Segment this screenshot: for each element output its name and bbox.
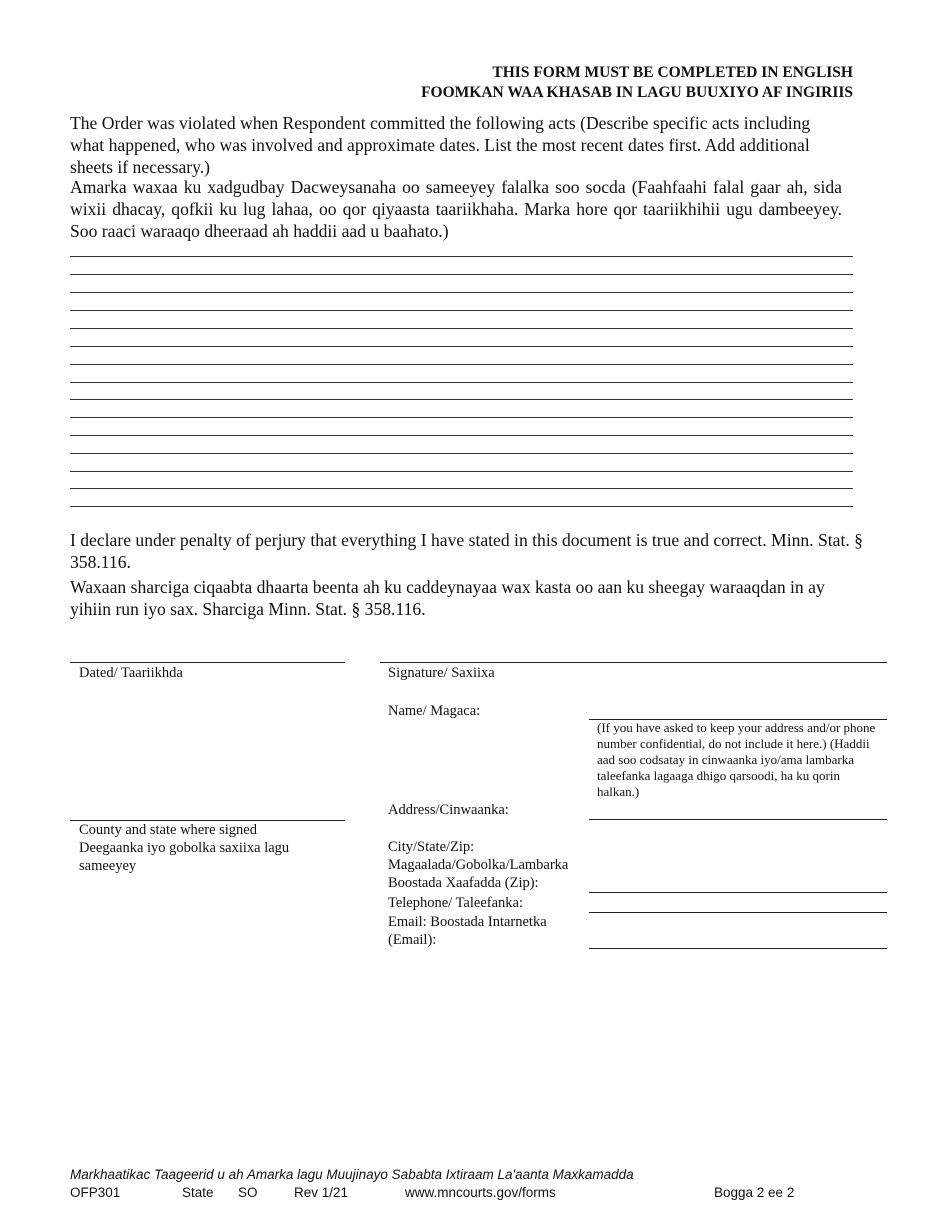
header-somali: FOOMKAN WAA KHASAB IN LAGU BUUXIYO AF INGIRIIS: [421, 84, 853, 101]
writing-line[interactable]: [70, 256, 853, 257]
address-line[interactable]: [589, 819, 887, 820]
declaration-english: I declare under penalty of perjury that everything I have stated in this document is true and correct. Minn. Stat. § 358.116.: [70, 530, 863, 572]
writing-line[interactable]: [70, 310, 853, 311]
city-state-zip-line[interactable]: [589, 892, 887, 893]
writing-line[interactable]: [70, 328, 853, 329]
telephone-label: Telephone/ Taleefanka:: [388, 895, 523, 911]
footer-url: www.mncourts.gov/forms: [405, 1185, 556, 1200]
dated-line[interactable]: [70, 662, 345, 663]
footer-state: State: [182, 1185, 214, 1200]
email-line[interactable]: [589, 948, 887, 949]
telephone-line[interactable]: [589, 912, 887, 913]
writing-line[interactable]: [70, 382, 853, 383]
declaration-somali: Waxaan sharciga ciqaabta dhaarta beenta ah ku caddeynayaa wax kasta oo aan ku sheegay waraaqdan in ay yihiin run iyo sax. Sharciga Minn. Stat. § 358.116.: [70, 577, 825, 619]
dated-label: Dated/ Taariikhda: [79, 665, 183, 681]
writing-line[interactable]: [70, 274, 853, 275]
signature-label: Signature/ Saxiixa: [388, 665, 495, 681]
header-english: THIS FORM MUST BE COMPLETED IN ENGLISH: [492, 64, 853, 81]
signature-line[interactable]: [380, 662, 887, 663]
footer-language: SO: [238, 1185, 258, 1200]
intro-english: The Order was violated when Respondent committed the following acts (Describe specific acts including what happened, who was involved and approximate dates. List the most recent dates first. Add additional sheets if necessary.): [70, 113, 811, 177]
city-state-zip-label: City/State/Zip: Magaalada/Gobolka/Lambarka Boostada Xaafadda (Zip):: [388, 839, 569, 891]
writing-line[interactable]: [70, 417, 853, 418]
confidential-note: (If you have asked to keep your address and/or phone number confidential, do not include it here.) (Haddii aad soo codsatay in cinwaanka iyo/ama lambarka taleefanka lagaaga dhigo qarsoodi, ha ku qorin halkan.): [597, 720, 876, 799]
footer-revision: Rev 1/21: [294, 1185, 349, 1200]
footer-form-title: Markhaatikac Taageerid u ah Amarka lagu Muujinayo Sababta Ixtiraam La'aanta Maxkamadda: [70, 1167, 634, 1182]
name-label: Name/ Magaca:: [388, 703, 481, 719]
intro-somali: Amarka waxaa ku xadgudbay Dacweysanaha oo sameeyey falalka soo socda (Faahfaahi falal gaar ah, sida wixii dhacay, qofkii ku lug lahaa, oo qor qiyaasta taariikhaha. Marka hore qor taariikhihii ugu dambeeyey. Soo raaci waraaqo dheeraad ah haddii aad u baahato.): [70, 177, 842, 241]
writing-line[interactable]: [70, 346, 853, 347]
writing-line[interactable]: [70, 435, 853, 436]
description-lines[interactable]: [70, 246, 853, 516]
writing-line[interactable]: [70, 506, 853, 507]
county-label: County and state where signed Deegaanka iyo gobolka saxiixa lagu sameeyey: [79, 822, 290, 874]
writing-line[interactable]: [70, 399, 853, 400]
email-label: Email: Boostada Intarnetka (Email):: [388, 914, 547, 948]
writing-line[interactable]: [70, 364, 853, 365]
footer-page-number: Bogga 2 ee 2: [714, 1185, 795, 1200]
writing-line[interactable]: [70, 453, 853, 454]
address-label: Address/Cinwaanka:: [388, 802, 509, 818]
writing-line[interactable]: [70, 471, 853, 472]
writing-line[interactable]: [70, 488, 853, 489]
footer-form-id: OFP301: [70, 1185, 121, 1200]
writing-line[interactable]: [70, 292, 853, 293]
